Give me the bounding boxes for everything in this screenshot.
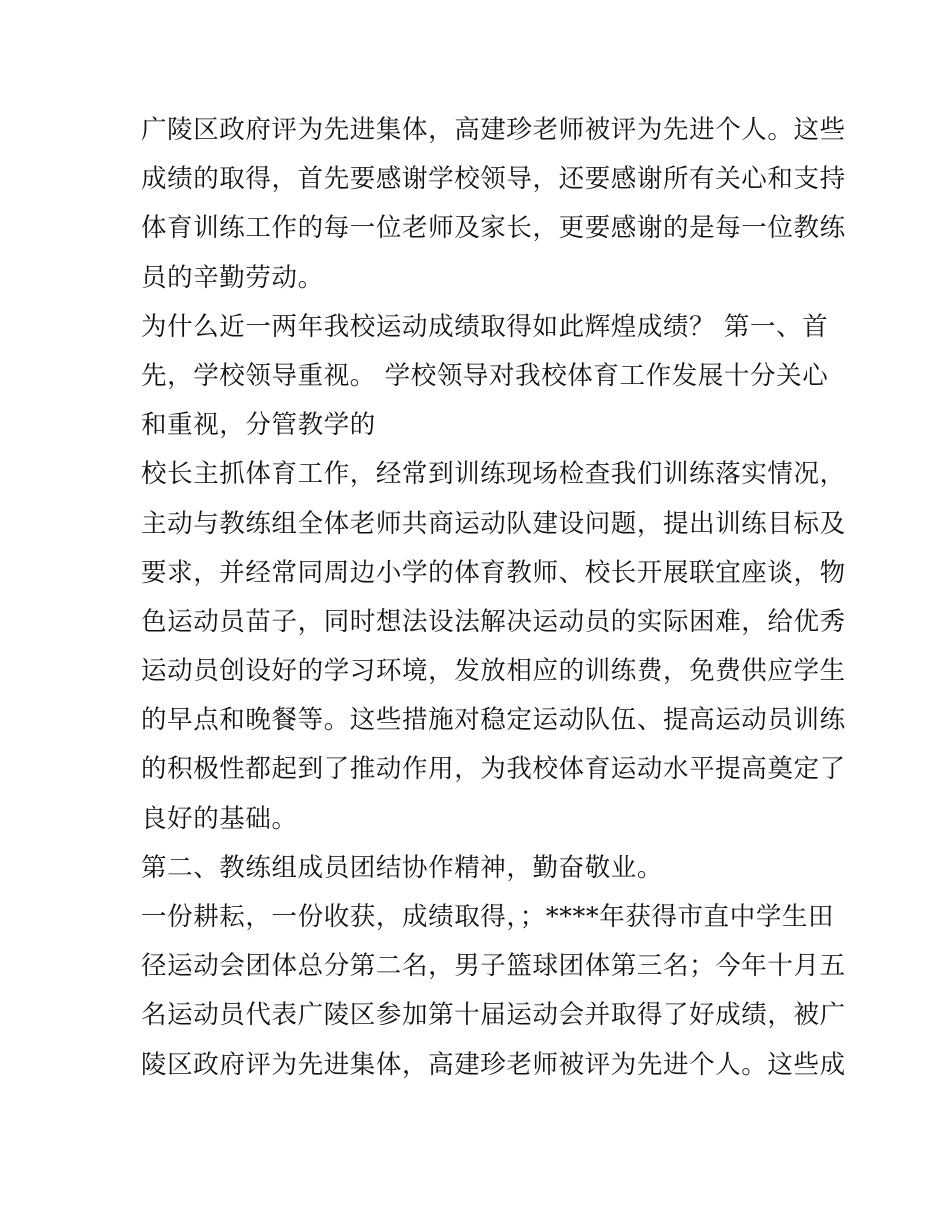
text-line: 为什么近一两年我校运动成绩取得如此辉煌成绩？ 第一、首 (141, 311, 829, 342)
text-line: 陵区政府评为先进集体，高建珍老师被评为先进个人。这些成 (141, 1049, 846, 1080)
text-line: 广陵区政府评为先进集体，高建珍老师被评为先进个人。这些 (141, 115, 846, 145)
text-line: 先，学校领导重视。 学校领导对我校体育工作发展十分关心 (141, 360, 829, 391)
text-line: 员的辛勤劳动。 (141, 262, 324, 293)
text-line: 第二、教练组成员团结协作精神，勤奋敬业。 (141, 852, 664, 883)
text-line: 校长主抓体育工作，经常到训练现场检查我们训练落实情况， (141, 459, 846, 490)
text-line: 成绩的取得，首先要感谢学校领导，还要感谢所有关心和支持 (141, 164, 846, 195)
text-line: 运动员创设好的学习环境，发放相应的训练费，免费供应学生 (141, 656, 846, 687)
text-line: 名运动员代表广陵区参加第十届运动会并取得了好成绩，被广 (141, 1000, 846, 1031)
text-line: 的积极性都起到了推动作用，为我校体育运动水平提高奠定了 (141, 754, 846, 785)
text-line: 一份耕耘，一份收获，成绩取得，；****年获得市直中学生田 (141, 902, 835, 932)
text-line: 要求，并经常同周边小学的体育教师、校长开展联宜座谈，物 (141, 557, 846, 588)
text-line: 良好的基础。 (141, 803, 298, 834)
text-line: 色运动员苗子，同时想法设法解决运动员的实际困难，给优秀 (141, 606, 846, 637)
text-line: 主动与教练组全体老师共商运动队建设问题，提出训练目标及 (141, 508, 846, 539)
text-line: 体育训练工作的每一位老师及家长，更要感谢的是每一位教练 (141, 213, 846, 244)
text-line: 径运动会团体总分第二名，男子篮球团体第三名；今年十月五 (141, 951, 846, 982)
body-text (141, 106, 846, 1090)
text-line: 和重视，分管教学的 (141, 410, 376, 441)
text-line: 的早点和晚餐等。这些措施对稳定运动队伍、提高运动员训练 (141, 705, 846, 736)
